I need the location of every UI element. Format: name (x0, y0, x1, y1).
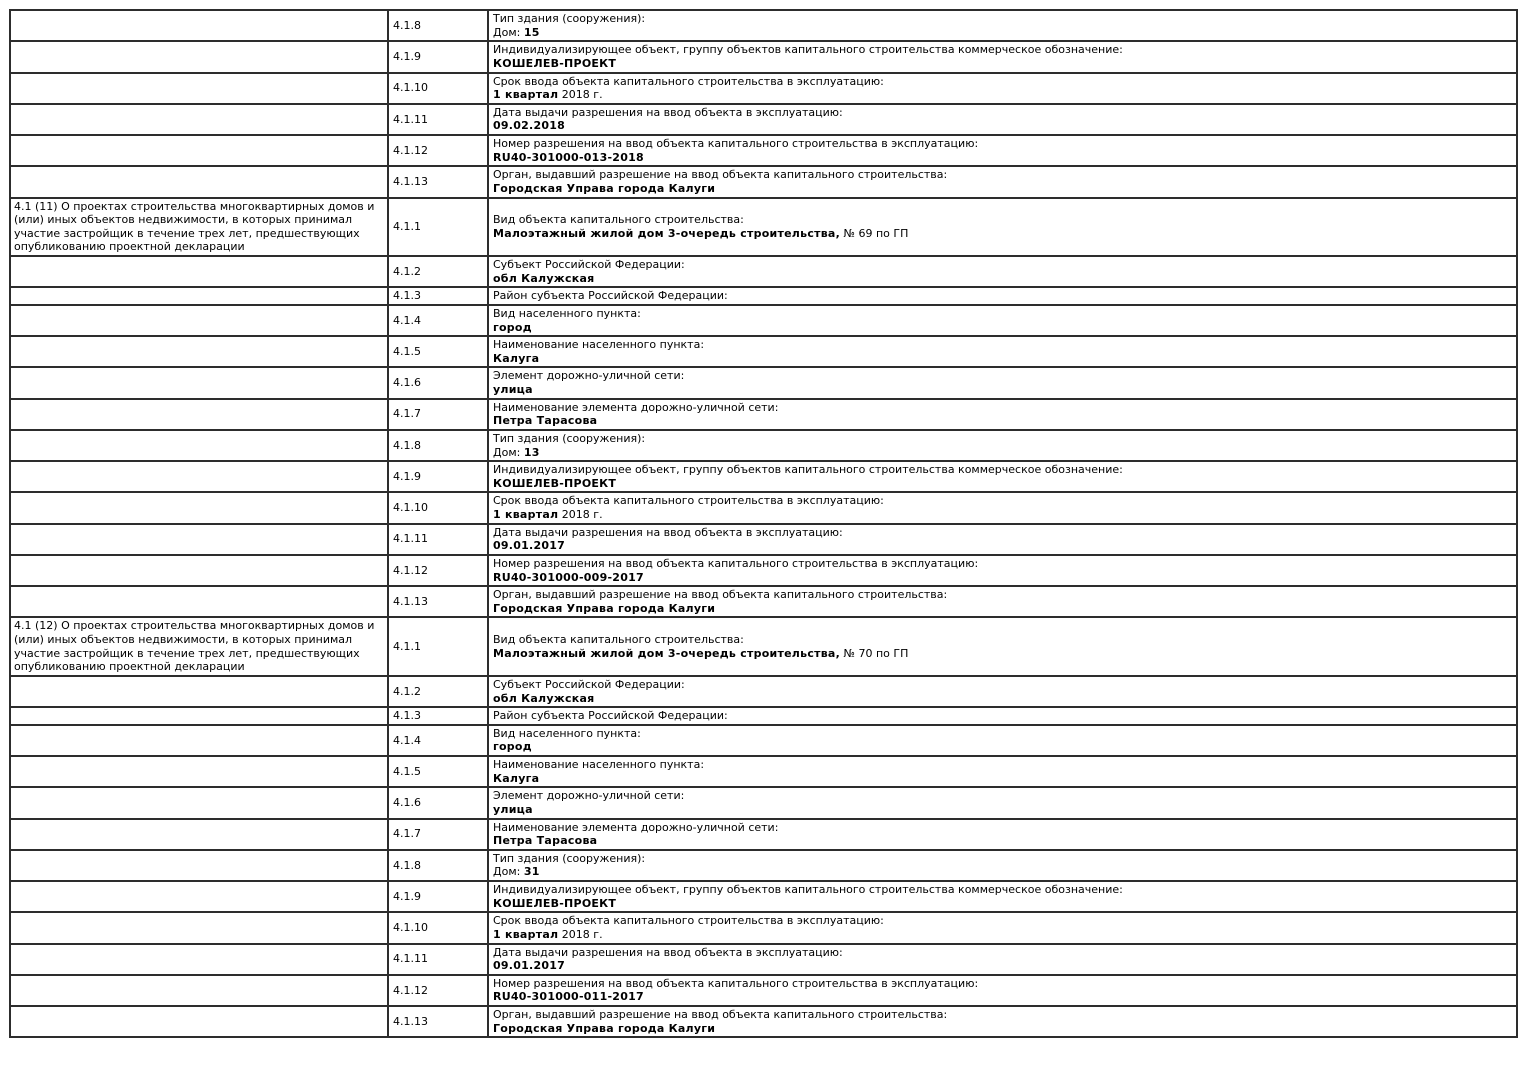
row-number: 4.1.7 (388, 399, 488, 430)
table-row (10, 430, 1517, 461)
row-content-cell (488, 787, 1517, 818)
field-value (493, 414, 1512, 428)
field-label: Орган, выдавший разрешение на ввод объекта капитального строительства: (493, 588, 948, 602)
row-content-cell (488, 1006, 1517, 1037)
field-value-segment: RU40-301000-013-2018 (493, 150, 644, 164)
field-label: Номер разрешения на ввод объекта капитального строительства в эксплуатацию: (493, 556, 979, 570)
field-value (493, 834, 1512, 848)
row-number: 4.1.9 (388, 881, 488, 912)
table-row (10, 975, 1517, 1006)
field-value (493, 772, 1512, 786)
table-row (10, 707, 1517, 725)
row-content-cell (488, 819, 1517, 850)
field-label: Наименование населенного пункта: (493, 758, 705, 771)
row-number: 4.1.11 (388, 104, 488, 135)
section-description-cell (10, 166, 388, 197)
field-label: Дата выдачи разрешения на ввод объекта в эксплуатацию: (493, 105, 843, 119)
section-description-cell (10, 707, 388, 725)
field-value (493, 446, 1512, 460)
field-label: Район субъекта Российской Федерации: (493, 289, 728, 303)
table-row (10, 135, 1517, 166)
table-row (10, 555, 1517, 586)
row-number: 4.1.11 (388, 524, 488, 555)
field-label: Срок ввода объекта капитального строительства в эксплуатацию: (493, 74, 884, 88)
field-value-segment: Дом: (493, 445, 524, 459)
section-description-cell (10, 135, 388, 166)
field-value (493, 692, 1512, 706)
field-label: Тип здания (сооружения): (493, 851, 646, 865)
row-number: 4.1.12 (388, 975, 488, 1006)
section-description-cell (10, 881, 388, 912)
row-content-cell (488, 707, 1517, 725)
field-value-segment: 09.01.2017 (493, 959, 566, 973)
row-content-cell (488, 166, 1517, 197)
row-content-cell (488, 198, 1517, 257)
section-description-cell (10, 975, 388, 1006)
section-description-cell (10, 287, 388, 305)
section-description-cell (10, 41, 388, 72)
field-label: Субъект Российской Федерации: (493, 258, 685, 271)
table-row (10, 461, 1517, 492)
field-value (493, 803, 1512, 817)
field-value (493, 647, 1512, 661)
table-row (10, 756, 1517, 787)
field-label: Наименование населенного пункта: (493, 338, 705, 352)
row-content-cell (488, 256, 1517, 287)
field-label: Индивидуализирующее объект, группу объектов капитального строительства коммерческое обозначение: (493, 463, 1123, 477)
table-body (10, 10, 1517, 1037)
section-description-cell (10, 492, 388, 523)
table-row (10, 850, 1517, 881)
row-number: 4.1.2 (388, 676, 488, 707)
field-value-segment: КОШЕЛЕВ-ПРОЕКТ (493, 56, 617, 70)
table-row (10, 399, 1517, 430)
row-number: 4.1.8 (388, 850, 488, 881)
table-row (10, 336, 1517, 367)
field-value (493, 119, 1512, 133)
table-row (10, 41, 1517, 72)
row-number: 4.1.1 (388, 198, 488, 257)
field-label: Дата выдачи разрешения на ввод объекта в эксплуатацию: (493, 525, 843, 539)
row-content-cell (488, 756, 1517, 787)
row-number: 4.1.10 (388, 73, 488, 104)
field-value-segment: Калуга (493, 771, 540, 785)
row-content-cell (488, 586, 1517, 617)
section-description-cell (10, 367, 388, 398)
table-row (10, 73, 1517, 104)
field-value (493, 88, 1512, 102)
field-value (493, 57, 1512, 71)
row-content-cell (488, 492, 1517, 523)
section-description-cell (10, 198, 388, 257)
field-value-segment: 09.02.2018 (493, 119, 566, 133)
field-value-segment: Малоэтажный жилой дом 3-очередь строительства, (493, 226, 841, 240)
field-value (493, 1022, 1512, 1036)
field-label: Наименование элемента дорожно-уличной сети: (493, 820, 779, 834)
section-description-cell (10, 617, 388, 676)
field-label: Элемент дорожно-уличной сети: (493, 369, 685, 383)
field-label: Номер разрешения на ввод объекта капитального строительства в эксплуатацию: (493, 976, 979, 990)
field-value (493, 602, 1512, 616)
row-content-cell (488, 944, 1517, 975)
row-number: 4.1.12 (388, 555, 488, 586)
section-description-cell (10, 787, 388, 818)
field-label: Индивидуализирующее объект, группу объектов капитального строительства коммерческое обозначение: (493, 43, 1123, 57)
section-description-cell (10, 819, 388, 850)
row-content-cell (488, 676, 1517, 707)
row-content-cell (488, 367, 1517, 398)
section-description-cell (10, 10, 388, 41)
field-label: Наименование элемента дорожно-уличной сети: (493, 400, 779, 414)
field-label: Дата выдачи разрешения на ввод объекта в эксплуатацию: (493, 945, 843, 959)
row-number: 4.1.5 (388, 756, 488, 787)
field-value-segment: RU40-301000-009-2017 (493, 570, 644, 584)
field-value-segment: Дом: (493, 25, 524, 39)
table-row (10, 912, 1517, 943)
section-description-cell (10, 73, 388, 104)
field-value-segment: 31 (523, 865, 540, 879)
row-content-cell (488, 399, 1517, 430)
field-label: Субъект Российской Федерации: (493, 677, 685, 691)
section-description-cell (10, 336, 388, 367)
field-label: Номер разрешения на ввод объекта капитального строительства в эксплуатацию: (493, 137, 979, 150)
table-row (10, 256, 1517, 287)
field-value-segment: 2018 г. (558, 508, 603, 521)
field-value-segment: 15 (523, 25, 540, 39)
field-value-segment: улица (493, 802, 533, 816)
section-description-cell (10, 305, 388, 336)
table-row (10, 617, 1517, 676)
field-value (493, 383, 1512, 397)
row-content-cell (488, 850, 1517, 881)
field-value-segment: № 69 по ГП (840, 226, 909, 240)
field-label: Орган, выдавший разрешение на ввод объекта капитального строительства: (493, 1008, 948, 1021)
field-value-segment: Калуга (493, 351, 540, 365)
row-content-cell (488, 73, 1517, 104)
row-number: 4.1.10 (388, 492, 488, 523)
row-number: 4.1.13 (388, 1006, 488, 1037)
field-value (493, 508, 1512, 522)
field-value (493, 321, 1512, 335)
field-label: Вид объекта капитального строительства: (493, 633, 744, 646)
table-row (10, 819, 1517, 850)
row-content-cell (488, 524, 1517, 555)
table-row (10, 104, 1517, 135)
field-value (493, 990, 1512, 1004)
table-row (10, 305, 1517, 336)
field-value-segment: Петра Тарасова (493, 834, 598, 848)
section-description-cell (10, 725, 388, 756)
document-page (0, 9, 1529, 1038)
section-description-cell (10, 850, 388, 881)
table-row (10, 10, 1517, 41)
table-row (10, 881, 1517, 912)
field-value (493, 539, 1512, 553)
table-row (10, 524, 1517, 555)
field-value-segment: 2018 г. (558, 88, 603, 102)
row-number: 4.1.3 (388, 707, 488, 725)
field-value (493, 959, 1512, 973)
row-number: 4.1.8 (388, 10, 488, 41)
table-row (10, 198, 1517, 257)
row-number: 4.1.13 (388, 166, 488, 197)
field-value-segment: RU40-301000-011-2017 (493, 990, 644, 1004)
row-content-cell (488, 555, 1517, 586)
section-description-cell (10, 430, 388, 461)
row-content-cell (488, 430, 1517, 461)
field-value (493, 227, 1512, 241)
field-value-segment: город (493, 320, 532, 334)
row-number: 4.1.9 (388, 41, 488, 72)
row-content-cell (488, 461, 1517, 492)
row-number: 4.1.5 (388, 336, 488, 367)
field-label: Срок ввода объекта капитального строительства в эксплуатацию: (493, 914, 884, 928)
table-row (10, 944, 1517, 975)
row-number: 4.1.13 (388, 586, 488, 617)
field-value-segment: город (493, 740, 532, 754)
field-value (493, 477, 1512, 491)
row-number: 4.1.9 (388, 461, 488, 492)
field-value-segment: 1 квартал (493, 508, 559, 521)
row-content-cell (488, 104, 1517, 135)
field-value (493, 151, 1512, 165)
section-description-cell (10, 524, 388, 555)
section-description-cell (10, 944, 388, 975)
field-value (493, 571, 1512, 585)
field-value-segment: улица (493, 383, 533, 396)
field-label: Район субъекта Российской Федерации: (493, 709, 728, 723)
field-value-segment: КОШЕЛЕВ-ПРОЕКТ (493, 476, 617, 490)
section-description-cell (10, 104, 388, 135)
row-number: 4.1.4 (388, 725, 488, 756)
row-number: 4.1.10 (388, 912, 488, 943)
field-label: Вид населенного пункта: (493, 306, 641, 320)
row-content-cell (488, 305, 1517, 336)
field-value (493, 272, 1512, 286)
row-number: 4.1.6 (388, 787, 488, 818)
field-value-segment: Городская Управа города Калуги (493, 181, 716, 195)
field-value (493, 740, 1512, 754)
row-content-cell (488, 336, 1517, 367)
section-description-cell (10, 586, 388, 617)
field-value-segment: 1 квартал (493, 927, 559, 941)
table-row (10, 586, 1517, 617)
field-label: Орган, выдавший разрешение на ввод объекта капитального строительства: (493, 168, 948, 182)
row-content-cell (488, 617, 1517, 676)
field-value-segment: Дом: (493, 865, 524, 879)
row-number: 4.1.6 (388, 367, 488, 398)
field-value-segment: Петра Тарасова (493, 414, 598, 428)
field-value-segment: КОШЕЛЕВ-ПРОЕКТ (493, 896, 617, 910)
table-row (10, 787, 1517, 818)
field-value (493, 865, 1512, 879)
field-label: Срок ввода объекта капитального строительства в эксплуатацию: (493, 494, 884, 508)
field-label: Индивидуализирующее объект, группу объектов капитального строительства коммерческое обозначение: (493, 883, 1123, 896)
field-label: Тип здания (сооружения): (493, 12, 646, 25)
field-label: Вид объекта капитального строительства: (493, 213, 744, 227)
section-description-cell (10, 399, 388, 430)
field-value-segment: 09.01.2017 (493, 539, 566, 553)
row-content-cell (488, 975, 1517, 1006)
table-row (10, 367, 1517, 398)
field-label: Тип здания (сооружения): (493, 431, 646, 445)
row-number: 4.1.7 (388, 819, 488, 850)
table-row (10, 676, 1517, 707)
field-value-segment: обл Калужская (493, 271, 595, 285)
row-number: 4.1.4 (388, 305, 488, 336)
row-content-cell (488, 41, 1517, 72)
section-description-cell (10, 756, 388, 787)
field-value (493, 182, 1512, 196)
section-description-cell (10, 461, 388, 492)
field-value-segment: 1 квартал (493, 88, 559, 102)
field-value (493, 352, 1512, 366)
row-number: 4.1.8 (388, 430, 488, 461)
row-content-cell (488, 135, 1517, 166)
project-declaration-table (9, 9, 1518, 1038)
row-number: 4.1.3 (388, 287, 488, 305)
table-row (10, 287, 1517, 305)
field-value (493, 897, 1512, 911)
section-description-cell (10, 1006, 388, 1037)
field-label: Элемент дорожно-уличной сети: (493, 789, 685, 803)
row-content-cell (488, 881, 1517, 912)
section-description: 4.1 (12) О проектах строительства многоквартирных домов и (или) иных объектов недвижимости, в которых принимал участие застройщик в течение трех лет, предшествующих опубликованию проектной декларации (14, 619, 375, 674)
table-row (10, 725, 1517, 756)
field-value-segment: 2018 г. (558, 927, 603, 941)
row-number: 4.1.11 (388, 944, 488, 975)
section-description-cell (10, 256, 388, 287)
field-value-segment: 13 (523, 445, 540, 459)
row-number: 4.1.2 (388, 256, 488, 287)
row-content-cell (488, 912, 1517, 943)
field-value (493, 26, 1512, 40)
field-value-segment: № 70 по ГП (840, 646, 909, 660)
table-row (10, 166, 1517, 197)
row-number: 4.1.12 (388, 135, 488, 166)
field-value-segment: обл Калужская (493, 691, 595, 705)
table-row (10, 492, 1517, 523)
section-description-cell (10, 912, 388, 943)
field-label: Вид населенного пункта: (493, 726, 641, 740)
row-number: 4.1.1 (388, 617, 488, 676)
row-content-cell (488, 287, 1517, 305)
field-value-segment: Городская Управа города Калуги (493, 1021, 716, 1035)
section-description: 4.1 (11) О проектах строительства многоквартирных домов и (или) иных объектов недвижимости, в которых принимал участие застройщик в течение трех лет, предшествующих опубликованию проектной декларации (14, 199, 375, 254)
section-description-cell (10, 676, 388, 707)
row-content-cell (488, 725, 1517, 756)
field-value-segment: Городская Управа города Калуги (493, 601, 716, 615)
field-value (493, 928, 1512, 942)
table-row (10, 1006, 1517, 1037)
field-value-segment: Малоэтажный жилой дом 3-очередь строительства, (493, 646, 841, 660)
row-content-cell (488, 10, 1517, 41)
section-description-cell (10, 555, 388, 586)
